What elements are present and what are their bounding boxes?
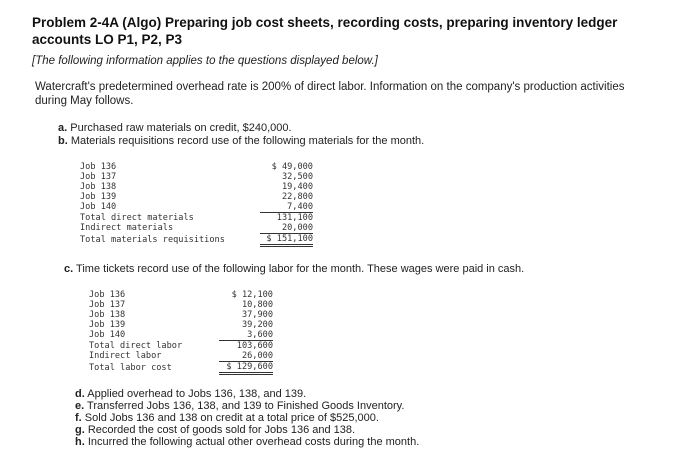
item-b-letter: b. bbox=[58, 135, 68, 147]
table-row bbox=[80, 182, 313, 192]
item-d-letter: d. bbox=[75, 388, 85, 400]
labor-row-amount: 39,200 bbox=[241, 320, 273, 330]
materials-row-amount: 19,400 bbox=[281, 182, 313, 192]
item-e-text: Transferred Jobs 136, 138, and 139 to Finished Goods Inventory. bbox=[87, 400, 405, 412]
labor-total-amount: $ 129,600 bbox=[219, 362, 273, 374]
item-e-letter: e. bbox=[75, 400, 85, 412]
table-row bbox=[80, 202, 313, 213]
materials-total-amount: $ 151,100 bbox=[260, 234, 313, 246]
labor-row-label: Job 138 bbox=[89, 310, 126, 320]
item-a-text: Purchased raw materials on credit, $240,000. bbox=[70, 122, 292, 134]
item-d bbox=[75, 388, 306, 400]
info-note: [The following information applies to the questions displayed below.] bbox=[32, 55, 378, 67]
labor-total-label: Total labor cost bbox=[89, 362, 172, 373]
materials-total-direct-label: Total direct materials bbox=[80, 212, 194, 223]
materials-row-label: Job 139 bbox=[80, 192, 117, 202]
labor-row-label: Job 137 bbox=[89, 300, 126, 310]
item-g-letter: g. bbox=[75, 424, 85, 436]
item-f-letter: f. bbox=[75, 412, 82, 424]
materials-row-amount: 22,800 bbox=[281, 192, 313, 202]
materials-total-direct-amount: 131,100 bbox=[276, 213, 313, 223]
table-row bbox=[89, 330, 273, 341]
materials-row-label: Job 138 bbox=[80, 182, 117, 192]
item-h-letter: h. bbox=[75, 436, 85, 448]
materials-table bbox=[80, 162, 313, 247]
table-row bbox=[80, 213, 313, 224]
item-c-letter: c. bbox=[64, 263, 74, 275]
table-row bbox=[80, 223, 313, 234]
labor-row-label: Job 136 bbox=[89, 290, 126, 300]
labor-row-label: Job 140 bbox=[89, 330, 126, 341]
item-e bbox=[75, 400, 404, 412]
table-row bbox=[89, 351, 273, 362]
problem-title: Problem 2-4A (Algo) Preparing job cost sheets, recording costs, preparing inventory ledger accounts LO P1, P2, P3 bbox=[32, 15, 618, 47]
table-row bbox=[89, 362, 273, 374]
item-g bbox=[75, 424, 355, 436]
item-a bbox=[58, 122, 292, 134]
table-row bbox=[89, 290, 273, 300]
materials-indirect-label: Indirect materials bbox=[80, 223, 174, 234]
materials-row-amount: 32,500 bbox=[281, 172, 313, 182]
table-row bbox=[80, 162, 313, 172]
table-row bbox=[80, 234, 313, 246]
item-g-text: Recorded the cost of goods sold for Jobs 136 and 138. bbox=[87, 424, 356, 436]
item-a-letter: a. bbox=[58, 122, 68, 134]
item-f-text: Sold Jobs 136 and 138 on credit at a total price of $525,000. bbox=[84, 412, 379, 424]
item-h-text: Incurred the following actual other overhead costs during the month. bbox=[87, 436, 420, 448]
item-h bbox=[75, 436, 419, 448]
table-row bbox=[89, 341, 273, 352]
labor-total-direct-label: Total direct labor bbox=[89, 340, 183, 351]
materials-total-label: Total materials requisitions bbox=[80, 234, 225, 245]
labor-indirect-label: Indirect labor bbox=[89, 351, 162, 362]
labor-row-label: Job 139 bbox=[89, 320, 126, 330]
materials-row-amount: 7,400 bbox=[260, 202, 313, 213]
table-row bbox=[80, 192, 313, 202]
labor-row-amount: $ 12,100 bbox=[231, 290, 273, 300]
labor-row-amount: 3,600 bbox=[219, 330, 273, 341]
item-c-text: Time tickets record use of the following labor for the month. These wages were paid in cash. bbox=[76, 263, 525, 275]
item-f bbox=[75, 412, 379, 424]
item-c bbox=[64, 263, 524, 275]
materials-row-label: Job 136 bbox=[80, 162, 117, 172]
item-b-text: Materials requisitions record use of the following materials for the month. bbox=[70, 135, 425, 147]
labor-indirect-amount: 26,000 bbox=[219, 351, 273, 362]
materials-row-amount: $ 49,000 bbox=[271, 162, 313, 172]
materials-row-label: Job 137 bbox=[80, 172, 117, 182]
table-row bbox=[80, 172, 313, 182]
item-b bbox=[58, 135, 424, 147]
table-row bbox=[89, 310, 273, 320]
materials-indirect-amount: 20,000 bbox=[260, 223, 313, 234]
labor-table bbox=[89, 290, 273, 375]
problem-intro: Watercraft's predetermined overhead rate is 200% of direct labor. Information on the company's production activities during May follows. bbox=[35, 81, 625, 107]
table-row bbox=[89, 300, 273, 310]
labor-row-amount: 37,900 bbox=[241, 310, 273, 320]
materials-row-label: Job 140 bbox=[80, 202, 117, 213]
labor-row-amount: 10,800 bbox=[241, 300, 273, 310]
item-d-text: Applied overhead to Jobs 136, 138, and 139. bbox=[87, 388, 307, 400]
table-row bbox=[89, 320, 273, 330]
labor-total-direct-amount: 103,600 bbox=[236, 341, 273, 351]
